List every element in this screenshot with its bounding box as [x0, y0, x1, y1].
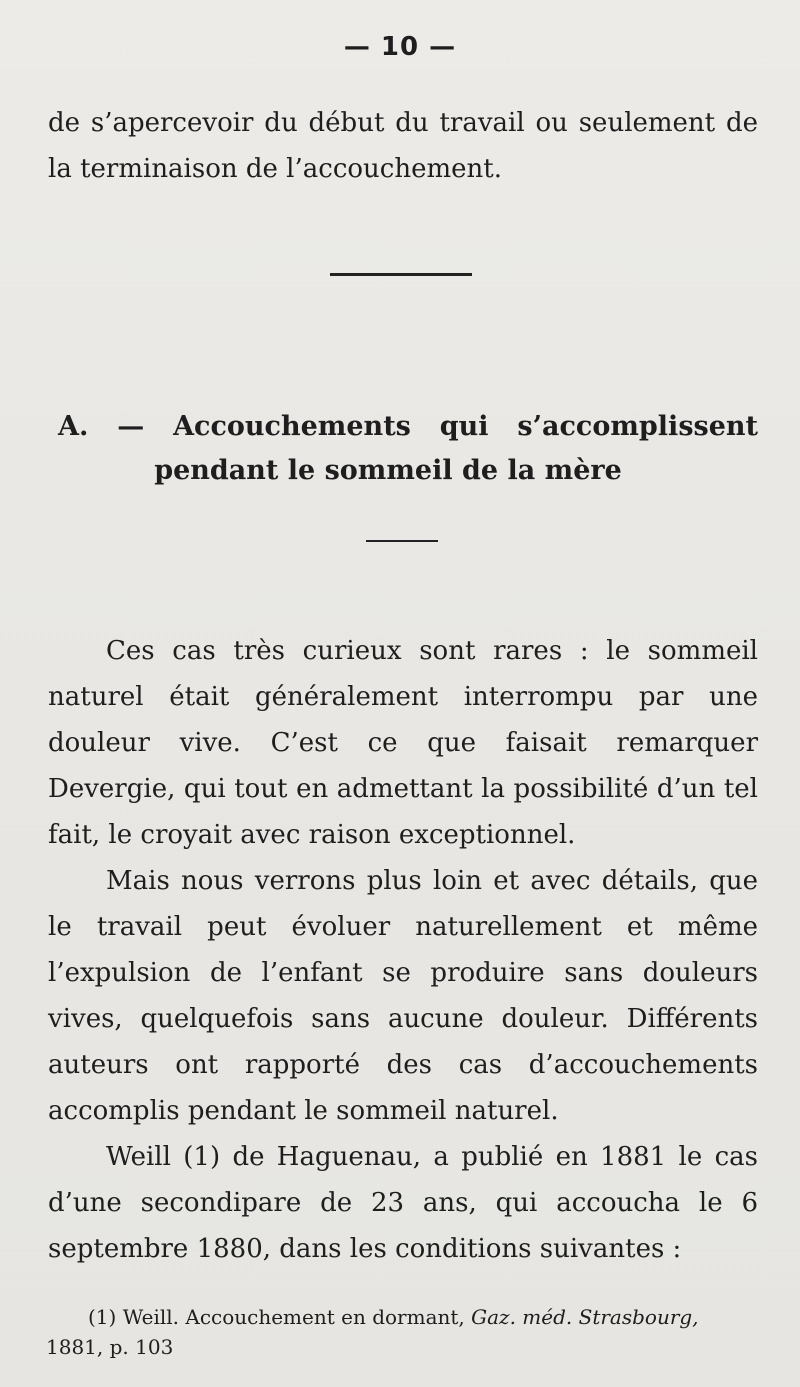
body-text: [48, 628, 758, 1272]
footnote-line1: [46, 1302, 758, 1332]
footnote-reference: 1881, p. 103: [46, 1335, 174, 1359]
section-heading-line1: A. — Accouchements qui s’accomplissent: [58, 411, 758, 442]
footnote-journal: Gaz. méd. Strasbourg,: [471, 1305, 699, 1329]
paragraph-1: Ces cas très curieux sont rares : le sommeil naturel était généralement interrompu par une douleur vive. C’est ce que faisait remarquer Devergie, qui tout en admettant la possibilité d’un tel fait, le croyait avec raison exceptionnel.: [48, 636, 758, 850]
section-heading: [58, 405, 758, 493]
footnote-text: Weill. Accouchement en dormant,: [122, 1305, 465, 1329]
paragraph-3: Weill (1) de Haguenau, a publié en 1881 le cas d’une secondipare de 23 ans, qui accoucha le 6 septembre 1880, dans les conditions suivantes :: [48, 1142, 758, 1264]
continuation-paragraph: de s’apercevoir du début du travail ou seulement de la terminaison de l’accouchement.: [48, 108, 758, 184]
footnote: [46, 1302, 758, 1362]
section-divider-top: [330, 273, 472, 276]
footnote-marker: (1): [88, 1305, 117, 1329]
paragraph-2: Mais nous verrons plus loin et avec détails, que le travail peut évoluer naturellement et même l’expulsion de l’enfant se produire sans douleurs vives, quelquefois sans aucune douleur. Différents auteurs ont rapporté des cas d’accouchements accomplis pendant le sommeil naturel.: [48, 866, 758, 1126]
section-divider-bottom: [366, 540, 438, 542]
page-number: — 10 —: [343, 32, 457, 62]
section-heading-line2: pendant le sommeil de la mère: [154, 455, 622, 486]
